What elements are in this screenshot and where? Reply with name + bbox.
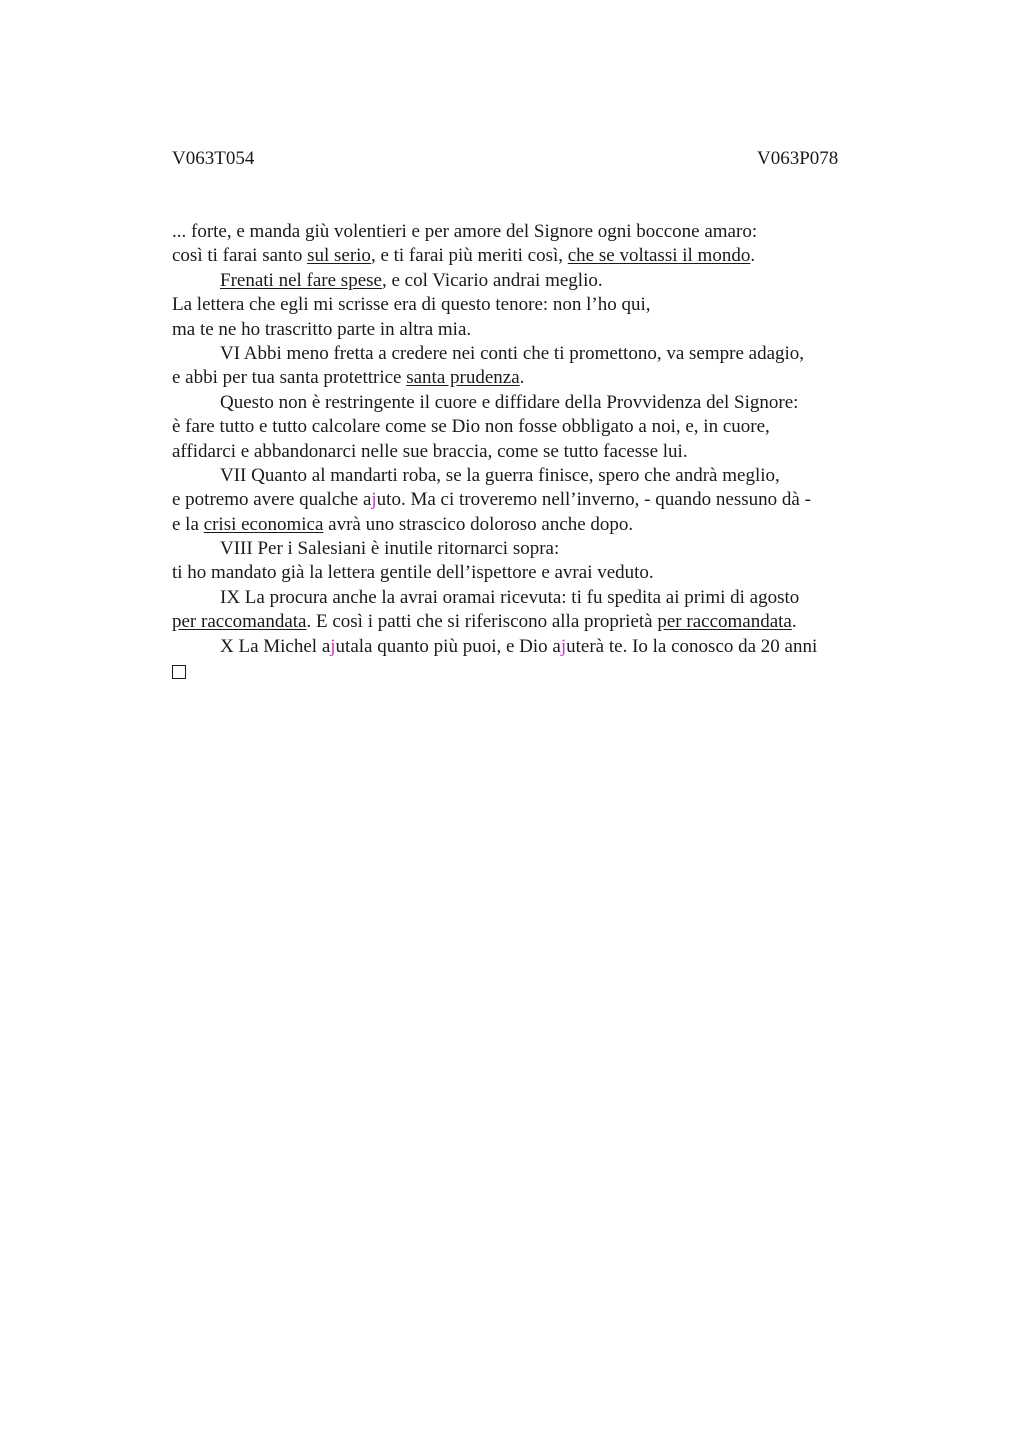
text-line: La lettera che egli mi scrisse era di questo tenore: non l’ho qui,	[172, 294, 651, 316]
text-run: , e col Vicario andrai meglio.	[381, 269, 603, 291]
underlined-phrase: santa prudenza	[406, 367, 520, 389]
highlighted-letter: j	[371, 489, 377, 511]
text-line	[172, 659, 892, 683]
text-run: , e ti farai più meriti così,	[370, 245, 568, 267]
text-run: uto. Ma ci troveremo nell’inverno, - quando nessuno dà -	[376, 489, 811, 511]
text-line	[172, 610, 892, 634]
underlined-phrase: per raccomandata	[172, 611, 307, 633]
paragraph-ix: IX La procura anche la avrai oramai ricevuta: ti fu spedita ai primi di agosto	[220, 586, 800, 608]
text-run: .	[519, 367, 525, 389]
text-run: .	[791, 611, 797, 633]
paragraph-vi: VI Abbi meno fretta a credere nei conti che ti promettono, va sempre adagio,	[220, 342, 805, 364]
text-line	[172, 488, 892, 512]
text-run: . E così i patti che si riferiscono alla proprietà	[306, 611, 658, 633]
text-line: affidarci e abbandonarci nelle sue braccia, come se tutto facesse lui.	[172, 440, 688, 462]
letter-body	[172, 220, 892, 683]
underlined-phrase: crisi economica	[203, 513, 324, 535]
empty-box-icon	[172, 665, 186, 679]
header-right-code: V063P078	[757, 148, 839, 169]
text-run: così ti farai santo	[172, 245, 308, 267]
text-line	[172, 513, 892, 537]
underlined-phrase: per raccomandata	[657, 611, 792, 633]
text-run: e abbi per tua santa protettrice	[172, 367, 407, 389]
text-run: e potremo avere qualche a	[172, 489, 372, 511]
paragraph-viii: VIII Per i Salesiani è inutile ritornarci sopra:	[220, 538, 560, 560]
text-line: ma te ne ho trascritto parte in altra mia.	[172, 318, 472, 340]
text-run: e la	[172, 513, 204, 535]
text-line: ti ho mandato già la lettera gentile dell’ispettore e avrai veduto.	[172, 562, 654, 584]
text-run: uterà te. Io la conosco da 20 anni	[566, 635, 818, 657]
text-line: è fare tutto e tutto calcolare come se Dio non fosse obbligato a noi, e, in cuore,	[172, 416, 770, 438]
text-line	[172, 244, 892, 268]
text-line	[172, 269, 892, 293]
highlighted-letter: j	[560, 635, 567, 657]
paragraph-vii: VII Quanto al mandarti roba, se la guerra finisce, spero che andrà meglio,	[220, 464, 780, 486]
text-run: utala quanto più puoi, e Dio a	[335, 635, 561, 657]
text-line: Questo non è restringente il cuore e diffidare della Provvidenza del Signore:	[220, 391, 799, 413]
text-line	[172, 366, 892, 390]
text-run: .	[750, 245, 756, 267]
text-run: X La Michel a	[220, 635, 331, 657]
paragraph-x	[172, 635, 892, 659]
text-line: ... forte, e manda giù volentieri e per amore del Signore ogni boccone amaro:	[172, 221, 758, 242]
header-left-code: V063T054	[172, 148, 255, 169]
text-run: avrà uno strascico doloroso anche dopo.	[323, 513, 634, 535]
underlined-phrase: Frenati nel fare spese	[220, 269, 382, 291]
underlined-phrase: che se voltassi il mondo	[567, 245, 751, 267]
highlighted-letter: j	[330, 635, 336, 657]
underlined-phrase: sul serio	[307, 245, 371, 267]
